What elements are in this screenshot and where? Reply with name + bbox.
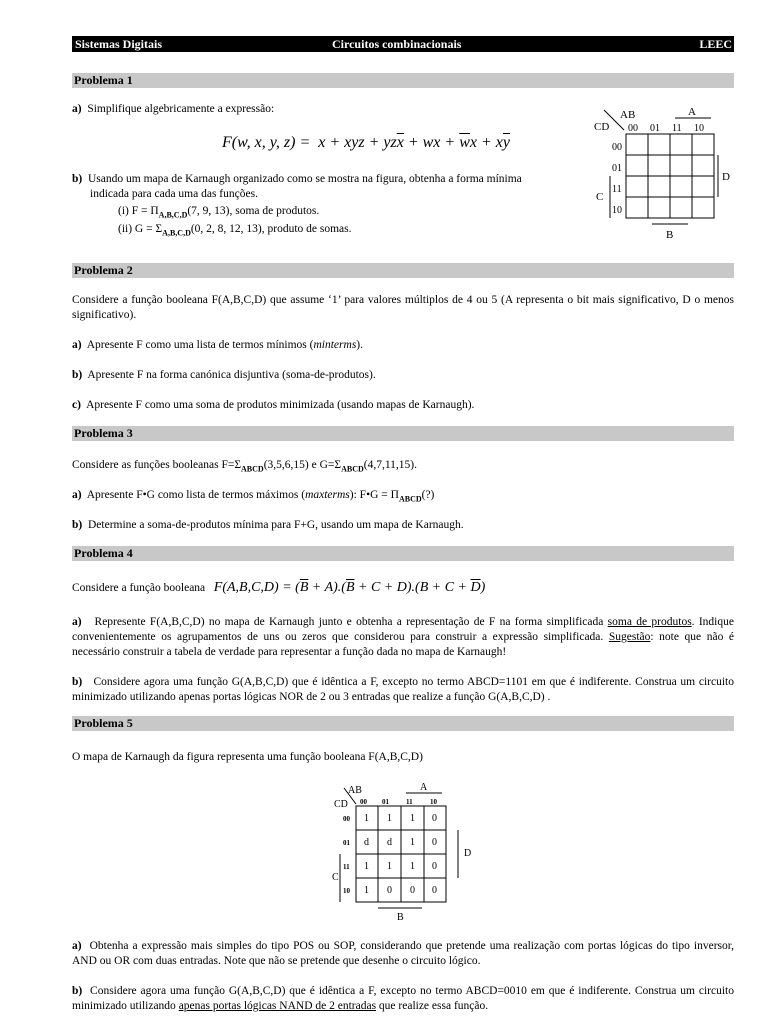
kmap2-cell: 0 (432, 813, 437, 824)
kmap2-cell: 1 (364, 813, 369, 824)
kmap2-cell: 1 (364, 861, 369, 872)
kmap2-cell: 1 (410, 813, 415, 824)
problem-2-a: a) Apresente F como uma lista de termos mínimos (minterms). (72, 339, 364, 351)
kmap1-cd-label: CD (594, 121, 610, 133)
kmap1-row-01: 01 (612, 163, 622, 174)
problem-5-heading: Problema 5 (72, 716, 734, 731)
problem-1-expression: F(w, x, y, z) = x + xyz + $yz\overline{x}$ + wx + $\overline{w}x + x\overline{y}$ (222, 134, 510, 151)
kmap2-row-00: 00 (343, 815, 350, 823)
problem-2-intro: Considere a função booleana F(A,B,C,D) que assume ‘1’ para valores múltiplos de 4 ou 5 (A representa o bit mais significativo, D o menos significativo). (72, 294, 734, 321)
problem-4-b: b) Considere agora uma função G(A,B,C,D) que é idêntica a F, excepto no termo ABCD=1101 em que é indiferente. Construa um circuito minimizado utilizando apenas portas lógicas NOR de 2 ou 3 entradas que realize a função G(A,B,C,D) . (72, 676, 734, 703)
kmap1-b-label: B (666, 229, 674, 241)
problem-4-a: a) Represente F(A,B,C,D) no mapa de Karnaugh junto e obtenha a representação de F na forma simplificada soma de produtos. Indique convenientemente os agrupamentos de uns ou zeros que considerou para construir a expressão simplificada. Sugestão: note que não é necessário construir a tabela de verdade para representar a função dada no mapa de Karnaugh! (72, 616, 734, 658)
kmap1-row-10: 10 (612, 205, 622, 216)
problem-2-b: b) Apresente F na forma canónica disjuntiva (soma-de-produtos). (72, 369, 376, 381)
kmap2-col-01: 01 (382, 798, 389, 806)
problem-5-b: b) Considere agora uma função G(A,B,C,D) que é idêntica a F, excepto no termo ABCD=0010 em que é indiferente. Construa um circuito minimizado utilizando apenas portas lógicas NAND de 2 entradas que realize essa função. (72, 985, 734, 1012)
problem-5-kmap (330, 780, 480, 925)
problem-3-heading: Problema 3 (72, 426, 734, 441)
problem-2-heading: Problema 2 (72, 263, 734, 278)
problem-3-intro: Considere as funções booleanas $F=\Sigma_{ABCD}(3,5,6,15)$ e $G=\Sigma_{ABCD}(4,7,11,15)$. (72, 459, 417, 474)
kmap2-row-01: 01 (343, 839, 350, 847)
problem-4-intro: Considere a função booleana $F(A,B,C,D) = (\overline{B} + A).(\overline{B} + C + D).(B + C + \overline{D})$ (72, 580, 486, 595)
kmap1-row-11: 11 (612, 184, 622, 195)
kmap2-cell: 0 (432, 861, 437, 872)
kmap2-cd-label: CD (334, 799, 348, 810)
kmap2-cell: 0 (432, 837, 437, 848)
kmap2-cell: 1 (364, 885, 369, 896)
kmap1-c-label: C (596, 191, 604, 203)
kmap1-ab-label: AB (620, 109, 636, 121)
kmap1-col-10: 10 (694, 123, 704, 134)
header-topic: Circuitos combinacionais (332, 37, 462, 51)
kmap2-cell: d (364, 837, 369, 848)
kmap2-col-10: 10 (430, 798, 437, 806)
kmap1-col-01: 01 (650, 123, 660, 134)
kmap2-cell: d (387, 837, 392, 848)
problem-3-a: a) Apresente F•G como lista de termos máximos (maxterms): F•G = $\Pi_{ABCD}(?)$ (72, 489, 435, 504)
page-header (72, 36, 734, 52)
kmap2-cell: 1 (410, 837, 415, 848)
kmap2-d-label: D (464, 848, 472, 859)
problem-2-c: c) Apresente F como uma soma de produtos minimizada (usando mapas de Karnaugh). (72, 399, 475, 411)
problem-1-b-items: (i) $F = \Pi_{A,B,C,D}(7$, 9, 13), soma de produtos. (ii) $G = \Sigma_{A,B,C,D}(0$, 2, 8, 12, 13), produto de somas. (118, 205, 352, 238)
kmap2-cell: 0 (432, 885, 437, 896)
kmap1-d-label: D (722, 171, 730, 183)
kmap2-cell: 0 (387, 885, 392, 896)
kmap2-b-label: B (397, 912, 404, 923)
header-degree: LEEC (699, 37, 732, 51)
problem-4-heading: Problema 4 (72, 546, 734, 561)
kmap2-col-00: 00 (360, 798, 367, 806)
kmap1-row-00: 00 (612, 142, 622, 153)
problem-5-intro: O mapa de Karnaugh da figura representa uma função booleana F(A,B,C,D) (72, 751, 423, 763)
kmap2-a-label: A (420, 782, 428, 793)
kmap2-row-10: 10 (343, 887, 350, 895)
kmap1-col-00: 00 (628, 123, 638, 134)
problem-1-kmap (590, 104, 740, 244)
kmap2-row-11: 11 (343, 863, 350, 871)
kmap2-cell: 1 (387, 861, 392, 872)
kmap2-ab-label: AB (348, 785, 362, 796)
kmap1-col-11: 11 (672, 123, 682, 134)
kmap2-cell: 1 (410, 861, 415, 872)
problem-3-b: b) Determine a soma-de-produtos mínima para F+G, usando um mapa de Karnaugh. (72, 519, 464, 531)
problem-1-heading: Problema 1 (72, 73, 734, 88)
kmap2-col-11: 11 (406, 798, 413, 806)
kmap2-cell: 0 (410, 885, 415, 896)
problem-5-a: a) Obtenha a expressão mais simples do tipo POS ou SOP, considerando que pretende uma realização com portas lógicas do tipo inversor, AND ou OR com duas entradas. Note que não se pretende que desenhe o circuito lógico. (72, 940, 734, 967)
header-course: Sistemas Digitais (75, 37, 162, 51)
problem-1-b: b) Usando um mapa de Karnaugh organizado como se mostra na figura, obtenha a forma mínima indicada para cada uma das funções. (72, 173, 522, 200)
problem-1-a: a) Simplifique algebricamente a expressão: (72, 103, 275, 115)
kmap1-a-label: A (688, 106, 696, 118)
kmap2-c-label: C (332, 872, 339, 883)
kmap2-cell: 1 (387, 813, 392, 824)
